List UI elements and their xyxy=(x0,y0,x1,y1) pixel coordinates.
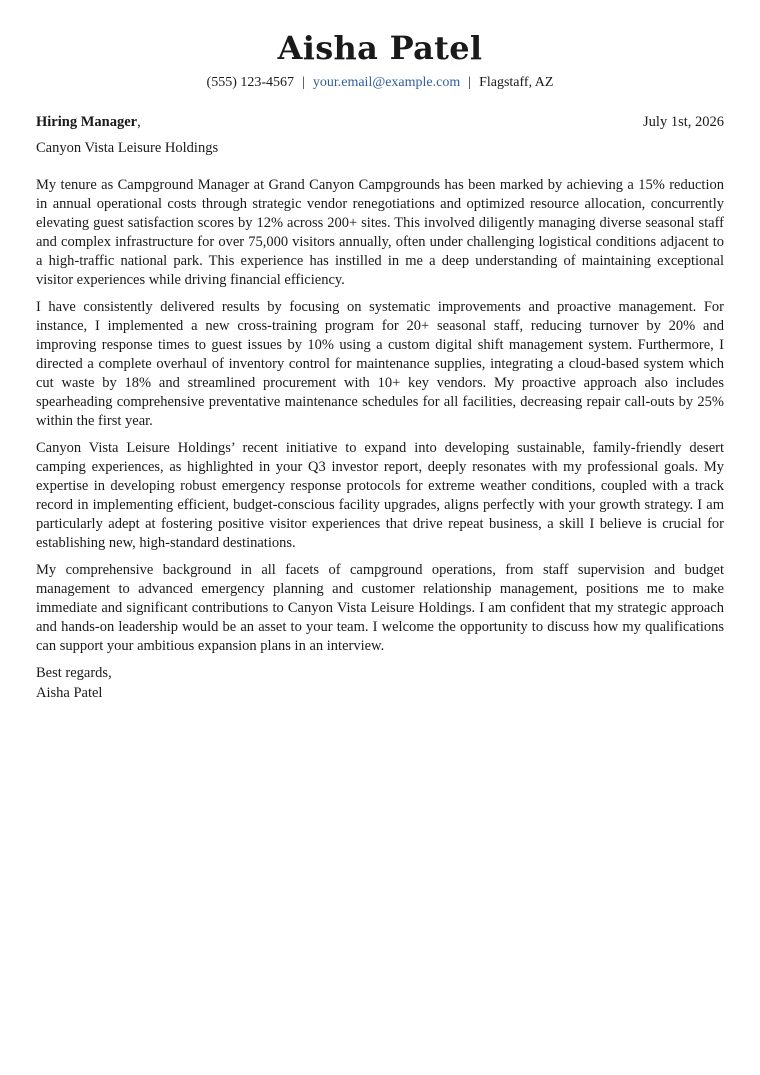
location: Flagstaff, AZ xyxy=(479,75,554,90)
salutation xyxy=(36,112,141,132)
letter-date: July 1st, 2026 xyxy=(643,114,724,130)
contact-line xyxy=(36,72,724,94)
recipient-company: Canyon Vista Leisure Holdings xyxy=(36,140,219,156)
contact-separator: | xyxy=(302,75,305,90)
applicant-name: Aisha Patel xyxy=(277,29,483,67)
email-link[interactable]: your.email@example.com xyxy=(312,75,461,90)
sign-off: Best regards, xyxy=(36,665,112,681)
contact-separator: | xyxy=(468,75,472,90)
salutation-punct: , xyxy=(137,114,141,130)
signature-name: Aisha Patel xyxy=(36,684,103,701)
body-paragraph-1: My tenure as Campground Manager at Grand Canyon Campgrounds has been marked by achieving a 15% reduction in annual operational costs through strategic vendor renegotiations and optimized resource allocation, concurrently elevating guest satisfaction scores by 12% across 200+ sites. This involved diligently managing diverse seasonal staff and complex infrastructure for over 75,000 visitors annually, often under challenging logistical conditions adjacent to a high-traffic national park. This experience has instilled in me a deep understanding of maintaining exceptional visitor experiences while driving financial efficiency. xyxy=(36,177,724,288)
salutation-date-row xyxy=(36,112,724,132)
body-paragraph-2: I have consistently delivered results by focusing on systematic improvements and proactive management. For instance, I implemented a new cross-training program for 20+ seasonal staff, reducing turnover by 20% and improving response times to guest issues by 10% using a custom digital shift management system. Furthermore, I directed a complete overhaul of inventory control for maintenance supplies, integrating a cloud-based system which cut waste by 18% and streamlined procurement with 10+ key vendors. My proactive approach also includes spearheading comprehensive preventative maintenance schedules for all facilities, decreasing repair call-outs by 25% within the first year. xyxy=(36,299,724,429)
cover-letter-page xyxy=(36,26,724,703)
closing-block xyxy=(36,664,724,703)
salutation-name: Hiring Manager xyxy=(36,114,138,130)
body-paragraph-3: Canyon Vista Leisure Holdings’ recent initiative to expand into developing sustainable, family-friendly desert camping experiences, as highlighted in your Q3 investor report, deeply resonates with my professional goals. My expertise in developing robust emergency response protocols for extreme weather conditions, coupled with a track record in implementing efficient, budget-conscious facility upgrades, aligns perfectly with your growth strategy. I am particularly adept at fostering positive visitor experiences that drive repeat business, a skill I believe is crucial for establishing new, high-standard destinations. xyxy=(36,440,724,551)
phone-number: (555) 123-4567 xyxy=(206,75,295,90)
letter-body xyxy=(36,176,724,656)
body-paragraph-4: My comprehensive background in all facets of campground operations, from staff supervision and budget management to advanced emergency planning and customer relationship management, positions me to make immediate and significant contributions to Canyon Vista Leisure Holdings. I am confident that my strategic approach and hands-on leadership would be an asset to your team. I welcome the opportunity to discuss how my qualifications can support your ambitious expansion plans in an interview. xyxy=(36,562,724,654)
